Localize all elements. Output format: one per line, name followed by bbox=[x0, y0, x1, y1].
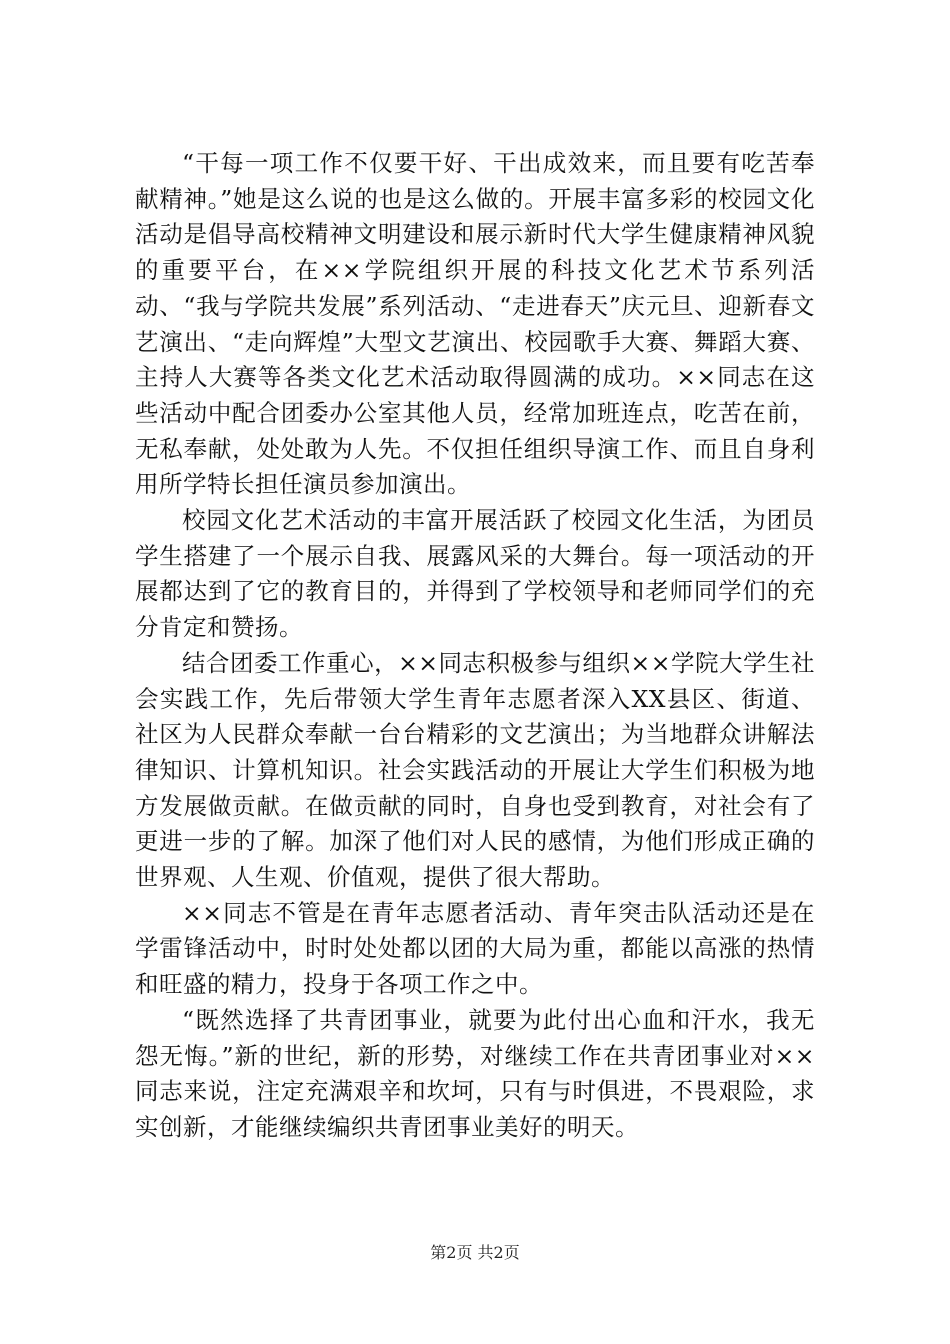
document-body bbox=[135, 146, 815, 1146]
paragraph-3: 结合团委工作重心，××同志积极参与组织××学院大学生社会实践工作，先后带领大学生青年志愿者深入XX县区、街道、社区为人民群众奉献一台台精彩的文艺演出；为当地群众讲解法律知识、计算机知识。社会实践活动的开展让大学生们积极为地方发展做贡献。在做贡献的同时，自身也受到教育，对社会有了更进一步的了解。加深了他们对人民的感情，为他们形成正确的世界观、人生观、价值观，提供了很大帮助。 bbox=[135, 648, 815, 892]
page-number: 第2页 共2页 bbox=[430, 1243, 520, 1262]
page-footer bbox=[0, 1243, 950, 1263]
paragraph-1: “干每一项工作不仅要干好、干出成效来，而且要有吃苦奉献精神。”她是这么说的也是这么做的。开展丰富多彩的校园文化活动是倡导高校精神文明建设和展示新时代大学生健康精神风貌的重要平台，在××学院组织开展的科技文化艺术节系列活动、“我与学院共发展”系列活动、“走进春天”庆元旦、迎新春文艺演出、“走向辉煌”大型文艺演出、校园歌手大赛、舞蹈大赛、主持人大赛等各类文化艺术活动取得圆满的成功。××同志在这些活动中配合团委办公室其他人员，经常加班连点，吃苦在前，无私奉献，处处敢为人先。不仅担任组织导演工作、而且自身利用所学特长担任演员参加演出。 bbox=[135, 149, 815, 499]
paragraph-2: 校园文化艺术活动的丰富开展活跃了校园文化生活，为团员学生搭建了一个展示自我、展露风采的大舞台。每一项活动的开展都达到了它的教育目的，并得到了学校领导和老师同学们的充分肯定和赞扬。 bbox=[135, 506, 815, 642]
paragraph-4: ××同志不管是在青年志愿者活动、青年突击队活动还是在学雷锋活动中，时时处处都以团的大局为重，都能以高涨的热情和旺盛的精力，投身于各项工作之中。 bbox=[135, 898, 815, 999]
paragraph-5: “既然选择了共青团事业，就要为此付出心血和汗水，我无怨无悔。”新的世纪，新的形势，对继续工作在共青团事业对××同志来说，注定充满艰辛和坎坷，只有与时俱进，不畏艰险，求实创新，才能继续编织共青团事业美好的明天。 bbox=[135, 1005, 815, 1141]
